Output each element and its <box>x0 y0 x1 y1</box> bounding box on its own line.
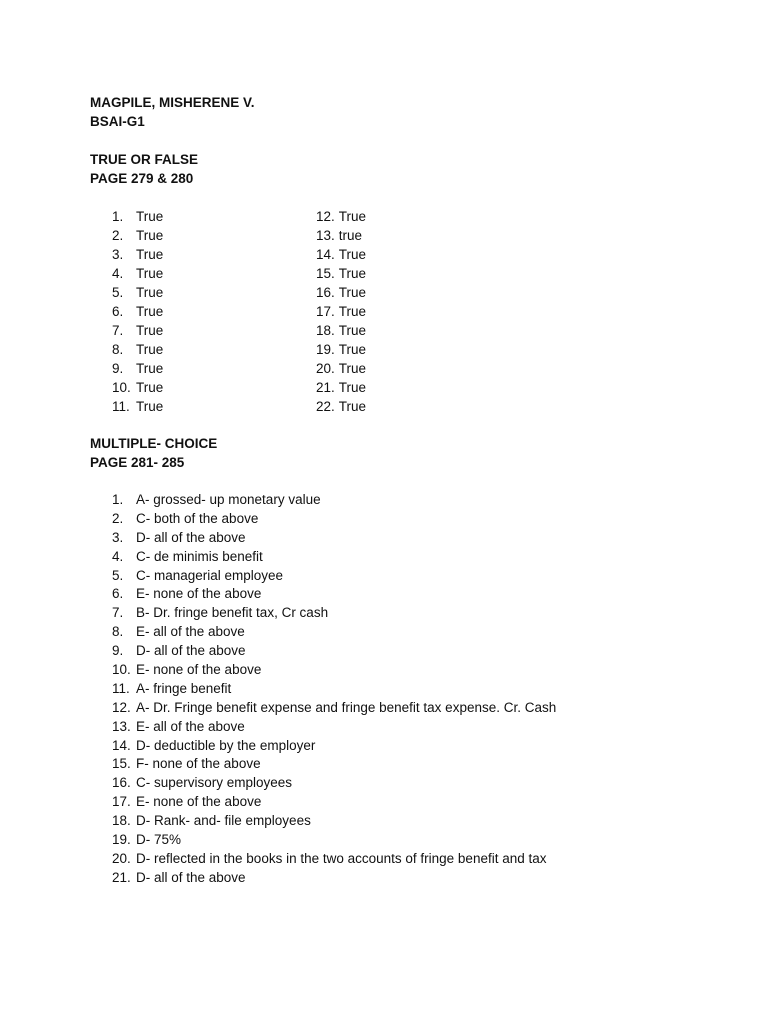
item-answer: True <box>136 361 164 376</box>
true-false-item <box>316 302 366 321</box>
multiple-choice-item <box>112 774 556 793</box>
multiple-choice-pages: PAGE 281- 285 <box>90 455 185 470</box>
item-answer: True <box>338 323 367 338</box>
true-false-item <box>112 321 163 340</box>
item-answer: True <box>338 304 367 319</box>
item-number: 10. <box>112 380 131 395</box>
item-answer: True <box>338 247 367 262</box>
true-false-item <box>316 340 366 359</box>
item-answer: E- all of the above <box>136 718 245 734</box>
item-answer: true <box>338 228 363 243</box>
true-false-left-column <box>112 207 163 416</box>
item-number: 8. <box>112 342 124 357</box>
multiple-choice-list <box>112 491 556 888</box>
true-false-item <box>316 283 366 302</box>
multiple-choice-item <box>112 755 556 774</box>
item-answer: True <box>338 209 367 224</box>
item-number: 18. <box>112 813 131 829</box>
item-answer: D- all of the above <box>136 529 246 545</box>
multiple-choice-item <box>112 491 556 510</box>
item-number: 3. <box>112 529 124 545</box>
item-answer: E- none of the above <box>136 794 262 810</box>
multiple-choice-item <box>112 567 556 586</box>
item-answer: True <box>136 380 164 395</box>
multiple-choice-item <box>112 831 556 850</box>
true-false-item <box>112 340 163 359</box>
item-answer: True <box>338 266 367 281</box>
true-false-pages: PAGE 279 & 280 <box>90 171 194 186</box>
multiple-choice-item <box>112 718 556 737</box>
true-false-item <box>316 207 366 226</box>
item-number: 15. <box>316 266 335 281</box>
item-answer: A- fringe benefit <box>136 680 232 696</box>
item-answer: C- both of the above <box>136 510 259 526</box>
item-answer: D- Rank- and- file employees <box>136 813 311 829</box>
item-number: 3. <box>112 247 124 262</box>
item-number: 19. <box>112 832 131 848</box>
item-number: 12. <box>112 699 131 715</box>
true-false-item <box>316 245 366 264</box>
true-false-item <box>316 378 366 397</box>
item-answer: True <box>338 380 367 395</box>
item-answer: A- Dr. Fringe benefit expense and fringe benefit tax expense. Cr. Cash <box>136 699 557 715</box>
item-answer: True <box>338 361 367 376</box>
item-answer: D- 75% <box>136 832 182 848</box>
true-false-item <box>112 226 163 245</box>
item-number: 14. <box>112 737 131 753</box>
item-answer: D- reflected in the books in the two accounts of fringe benefit and tax <box>136 850 547 866</box>
item-answer: F- none of the above <box>136 756 261 772</box>
item-number: 7. <box>112 605 124 621</box>
item-number: 8. <box>112 624 124 640</box>
true-false-item <box>316 226 366 245</box>
item-answer: A- grossed- up monetary value <box>136 492 321 507</box>
item-number: 11. <box>112 399 130 414</box>
item-answer: D- all of the above <box>136 643 246 659</box>
item-answer: True <box>136 285 164 300</box>
item-answer: True <box>338 285 367 300</box>
true-false-item <box>316 359 366 378</box>
item-answer: E- none of the above <box>136 662 262 678</box>
student-name: MAGPILE, MISHERENE V. <box>90 95 255 110</box>
multiple-choice-item <box>112 585 556 604</box>
item-answer: B- Dr. fringe benefit tax, Cr cash <box>136 605 329 621</box>
item-number: 9. <box>112 643 124 659</box>
item-number: 2. <box>112 228 124 243</box>
item-number: 20. <box>316 361 335 376</box>
item-number: 1. <box>112 492 124 507</box>
true-false-item <box>112 245 163 264</box>
item-number: 1. <box>112 209 124 224</box>
item-number: 4. <box>112 548 124 564</box>
item-number: 9. <box>112 361 124 376</box>
multiple-choice-item <box>112 812 556 831</box>
item-number: 20. <box>112 850 131 866</box>
multiple-choice-item <box>112 869 556 888</box>
item-answer: C- managerial employee <box>136 567 284 583</box>
item-answer: True <box>136 399 164 414</box>
multiple-choice-item <box>112 850 556 869</box>
item-number: 13. <box>316 228 335 243</box>
item-number: 12. <box>316 209 335 224</box>
item-answer: E- none of the above <box>136 586 262 602</box>
item-number: 10. <box>112 662 131 678</box>
multiple-choice-item <box>112 680 556 699</box>
item-answer: True <box>136 247 164 262</box>
item-number: 18. <box>316 323 335 338</box>
true-false-item <box>112 264 163 283</box>
item-number: 13. <box>112 718 131 734</box>
multiple-choice-item <box>112 623 556 642</box>
multiple-choice-item <box>112 699 556 718</box>
true-false-item <box>112 397 163 416</box>
true-false-item <box>112 207 163 226</box>
item-answer: True <box>136 209 164 224</box>
student-section: BSAI-G1 <box>90 114 145 129</box>
item-number: 19. <box>316 342 335 357</box>
item-number: 5. <box>112 285 124 300</box>
item-number: 4. <box>112 266 124 281</box>
item-answer: D- deductible by the employer <box>136 737 316 753</box>
item-number: 5. <box>112 567 124 583</box>
item-answer: True <box>338 342 367 357</box>
item-number: 14. <box>316 247 335 262</box>
true-false-item <box>112 378 163 397</box>
multiple-choice-item <box>112 642 556 661</box>
item-number: 7. <box>112 323 124 338</box>
item-answer: True <box>338 399 367 414</box>
multiple-choice-item <box>112 793 556 812</box>
item-number: 6. <box>112 304 124 319</box>
true-false-right-column <box>316 207 366 416</box>
true-false-item <box>316 264 366 283</box>
multiple-choice-item <box>112 737 556 756</box>
true-false-title: TRUE OR FALSE <box>90 152 199 167</box>
multiple-choice-item <box>112 604 556 623</box>
item-number: 2. <box>112 510 124 526</box>
item-answer: True <box>136 342 164 357</box>
item-number: 16. <box>316 285 335 300</box>
true-false-item <box>112 283 163 302</box>
item-answer: E- all of the above <box>136 624 245 640</box>
item-number: 21. <box>112 869 131 885</box>
multiple-choice-item <box>112 548 556 567</box>
item-answer: C- supervisory employees <box>136 775 293 791</box>
multiple-choice-title: MULTIPLE- CHOICE <box>90 436 218 451</box>
true-false-item <box>316 321 366 340</box>
multiple-choice-item <box>112 529 556 548</box>
item-answer: C- de minimis benefit <box>136 548 263 564</box>
item-answer: True <box>136 304 164 319</box>
item-number: 11. <box>112 680 130 696</box>
item-answer: True <box>136 228 164 243</box>
item-number: 21. <box>316 380 335 395</box>
item-answer: D- all of the above <box>136 869 246 885</box>
item-number: 17. <box>112 794 131 810</box>
item-number: 16. <box>112 775 131 791</box>
item-answer: True <box>136 266 164 281</box>
true-false-item <box>112 359 163 378</box>
item-number: 22. <box>316 399 335 414</box>
multiple-choice-item <box>112 661 556 680</box>
item-number: 6. <box>112 586 124 602</box>
multiple-choice-item <box>112 510 556 529</box>
item-number: 15. <box>112 756 131 772</box>
true-false-item <box>316 397 366 416</box>
item-answer: True <box>136 323 164 338</box>
item-number: 17. <box>316 304 335 319</box>
true-false-item <box>112 302 163 321</box>
